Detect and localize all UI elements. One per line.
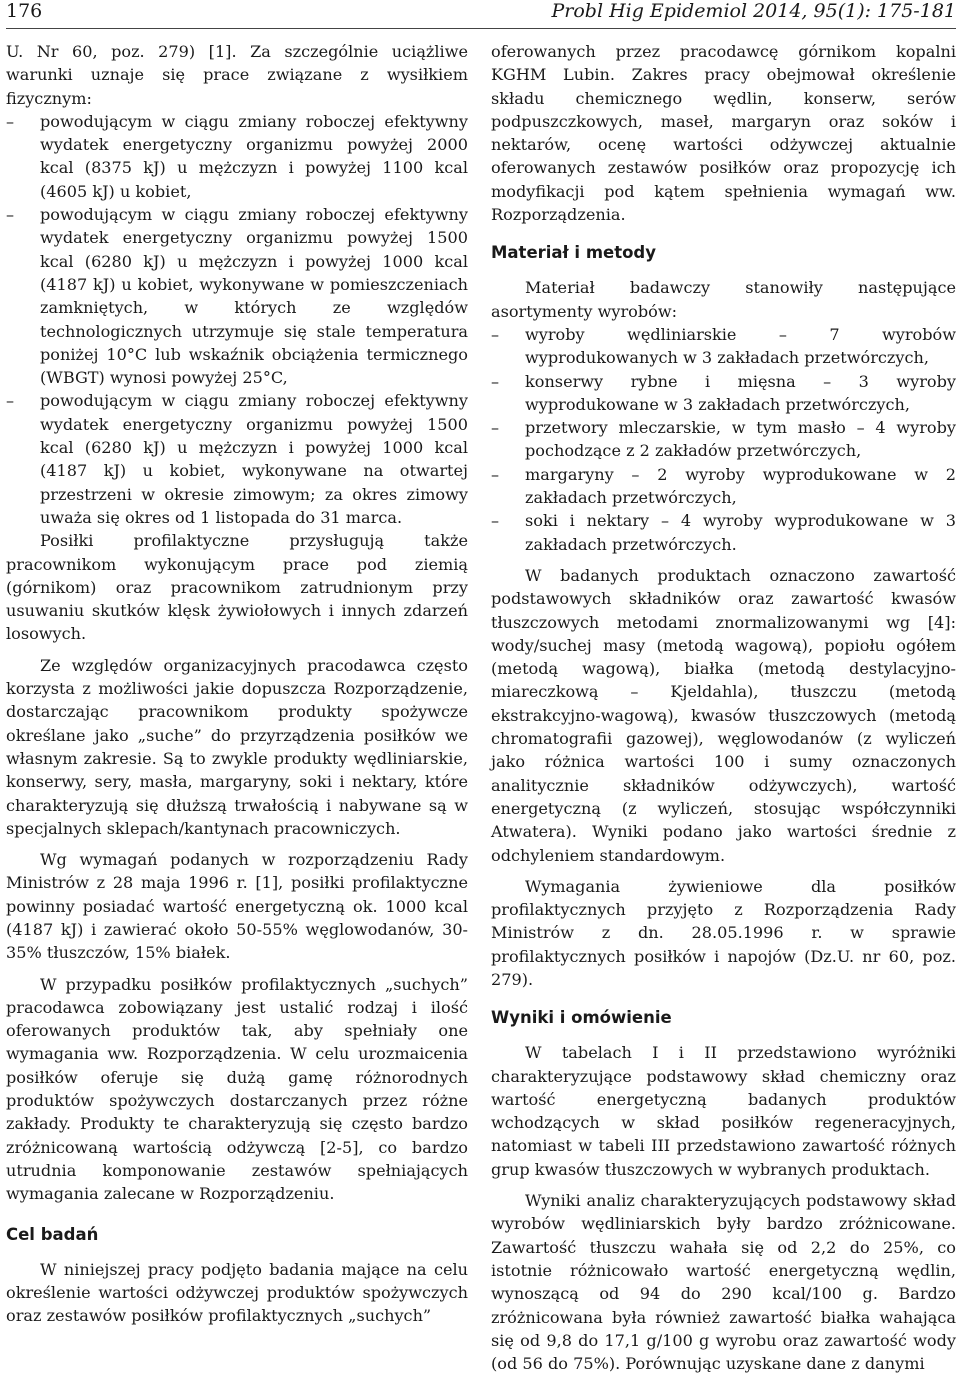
- list-item: [491, 323, 956, 370]
- list-item-text: konserwy rybne i mięsna – 3 wyroby wyprodukowane w 3 zakładach przetwórczych,: [525, 371, 956, 414]
- running-head: Probl Hig Epidemiol 2014, 95(1): 175-181: [551, 0, 956, 22]
- left-column: [6, 40, 468, 1327]
- page-number: 176: [6, 0, 43, 22]
- assortments-list: [491, 323, 956, 556]
- header-rule: [6, 28, 956, 29]
- list-item-text: powodującym w ciągu zmiany roboczej efektywny wydatek energetyczny organizmu powyżej 1500 kcal (6280 kJ) u mężczyzn i powyżej 1000 kcal (4187 kJ) u kobiet, wykonywane na otwartej przestrzeni w okresie zimowym; za okres zimowy uważa się okres od 1 listopada do 31 marca.: [40, 391, 468, 527]
- body-paragraph: W badanych produktach oznaczono zawartość podstawowych składników oraz zawartość kwasów tłuszczowych metodami znormalizowanymi wg [4]: wody/suchej masy (metodą wagową), popiołu ogółem (metodą wagową), białka (metodą destylacyjno-miareczkową – Kjeldahla), tłuszczu (metodą ekstrakcyjno-wagową), kwasów tłuszczowych (metodą chromatografii gazowej), węglowodanów (z wyliczeń jako różnica wartości 100 i sumy oznaczonych analitycznie składników odżywczych), wartość energetyczną (z wyliczeń, stosując współczynniki Atwatera). Wyniki podano jako wartości średnie z odchyleniem standardowym.: [491, 565, 956, 865]
- section-heading-cel-badan: Cel badań: [6, 1224, 99, 1244]
- list-item: [6, 389, 468, 529]
- body-paragraph: Posiłki profilaktyczne przysługują także pracownikom wykonującym prace pod ziemią (górnikom) oraz pracownikom zatrudnionym przy usuwaniu skutków klęsk żywiołowych i innych zdarzeń losowych.: [6, 531, 468, 644]
- body-paragraph: Wyniki analiz charakteryzujących podstawowy skład wyrobów wędliniarskich były bardzo zróżnicowane. Zawartość tłuszczu wahała się od 2,2 do 25%, co istotnie różnicowało wartość energetyczną wędlin, wynoszącą od 94 do 290 kcal/100 g. Bardzo zróżnicowana była również zawartość białka wahająca się od 9,8 do 17,1 g/100 g wyrobu oraz zawartość wody (od 56 do 75%). Porównując uzyskane dane z danymi: [491, 1191, 956, 1374]
- intro-paragraph: U. Nr 60, poz. 279) [1]. Za szczególnie uciążliwe warunki uznaje się prace związane z wysiłkiem fizycznym:: [6, 42, 468, 108]
- right-column: [491, 40, 956, 1375]
- list-item-text: przetwory mleczarskie, w tym masło – 4 wyroby pochodzące z 2 zakładów przetwórczych,: [525, 418, 956, 461]
- list-dash: –: [6, 205, 15, 225]
- body-paragraph: W niniejszej pracy podjęto badania mające na celu określenie wartości odżywczej produktów spożywczych oraz zestawów posiłków profilaktycznych „suchych”: [6, 1259, 468, 1326]
- list-item-text: wyroby wędliniarskie – 7 wyrobów wyprodukowanych w 3 zakładach przetwórczych,: [525, 324, 956, 368]
- list-item: [6, 110, 468, 203]
- list-item: [491, 509, 956, 556]
- conditions-list: [6, 110, 468, 529]
- list-dash: –: [491, 324, 500, 344]
- body-paragraph: W tabelach I i II przedstawiono wyróżniki charakteryzujące podstawowy skład chemiczny oraz wartość energetyczną badanych produktów wchodzących w skład posiłków regeneracyjnych, natomiast w tabeli III przedstawiono zawartość różnych grup kwasów tłuszczowych w wybranych produktach.: [491, 1043, 956, 1179]
- body-paragraph: Ze względów organizacyjnych pracodawca często korzysta z możliwości jakie dopuszcza Rozporządzenie, dostarczając pracownikom produkty spożywcze określane jako „suche” do przyrządzenia posiłków we własnym zakresie. Są to zwykle produkty wędliniarskie, konserwy, sery, masła, margaryny, soki i nektary, które charakteryzują się dłuższą trwałością i nabywane są w specjalnych sklepach/kantynach pracowniczych.: [6, 655, 468, 838]
- list-item: [491, 370, 956, 417]
- body-paragraph: oferowanych przez pracodawcę górnikom kopalni KGHM Lubin. Zakres pracy obejmował określenie składu chemicznego wędlin, konserw, serów podpuszczkowych, maseł, margaryn oraz soków i nektarów, ocenę wartości odżywczej aktualnie oferowanych zestawów posiłków oraz propozycję ich modyfikacji pod kątem spełnienia wymagań ww. Rozporządzenia.: [491, 42, 956, 225]
- page-header: [6, 0, 956, 22]
- list-dash: –: [491, 464, 500, 484]
- list-dash: –: [6, 391, 15, 411]
- list-dash: –: [491, 511, 500, 531]
- list-item: [491, 463, 956, 510]
- list-item-text: powodującym w ciągu zmiany roboczej efektywny wydatek energetyczny organizmu powyżej 2000 kcal (8375 kJ) u mężczyzn i powyżej 1100 kcal (4605 kJ) u kobiet,: [40, 111, 468, 201]
- list-item-text: soki i nektary – 4 wyroby wyprodukowane w 3 zakładach przetwórczych.: [525, 511, 956, 554]
- body-paragraph: Materiał badawczy stanowiły następujące asortymenty wyrobów:: [491, 278, 956, 321]
- list-dash: –: [6, 111, 15, 131]
- section-heading-wyniki-i-omowienie: Wyniki i omówienie: [491, 1008, 672, 1028]
- body-paragraph: W przypadku posiłków profilaktycznych „suchych” pracodawca zobowiązany jest ustalić rodzaj i ilość oferowanych produktów tak, aby spełniały one wymagania ww. Rozporządzenia. W celu urozmaicenia posiłków oferuje się dużą gamę różnorodnych produktów spożywczych dostarczanych przez różne zakłady. Produkty te charakteryzują się często bardzo zróżnicowaną wartością odżywczą [2-5], co bardzo utrudnia komponowanie zestawów spełniających wymagania zalecane w Rozporządzeniu.: [6, 974, 468, 1204]
- list-dash: –: [491, 418, 500, 438]
- list-item: [6, 203, 468, 389]
- list-item-text: powodującym w ciągu zmiany roboczej efektywny wydatek energetyczny organizmu powyżej 1500 kcal (6280 kJ) u mężczyzn i powyżej 1000 kcal (4187 kJ) u kobiet, wykonywane w pomieszczeniach zamkniętych, w których ze względów technologicznych utrzymuje się stale temperatura poniżej 10°C lub wskaźnik obciążenia termicznego (WBGT) wynosi powyżej 25°C,: [40, 205, 468, 388]
- list-item: [491, 416, 956, 463]
- list-dash: –: [491, 371, 500, 391]
- body-paragraph: Wg wymagań podanych w rozporządzeniu Rady Ministrów z 28 maja 1996 r. [1], posiłki profilaktyczne powinny posiadać wartość energetyczną ok. 1000 kcal (4187 kJ) i zawierać około 50-55% węglowodanów, 30-35% tłuszczów, 15% białek.: [6, 850, 468, 963]
- body-paragraph: Wymagania żywieniowe dla posiłków profilaktycznych przyjęto z Rozporządzenia Rady Ministrów z dn. 28.05.1996 r. w sprawie profilaktycznych posiłków i napojów (Dz.U. nr 60, poz. 279).: [491, 876, 956, 989]
- list-item-text: margaryny – 2 wyroby wyprodukowane w 2 zakładach przetwórczych,: [525, 464, 956, 508]
- section-heading-material-i-metody: Materiał i metody: [491, 243, 656, 263]
